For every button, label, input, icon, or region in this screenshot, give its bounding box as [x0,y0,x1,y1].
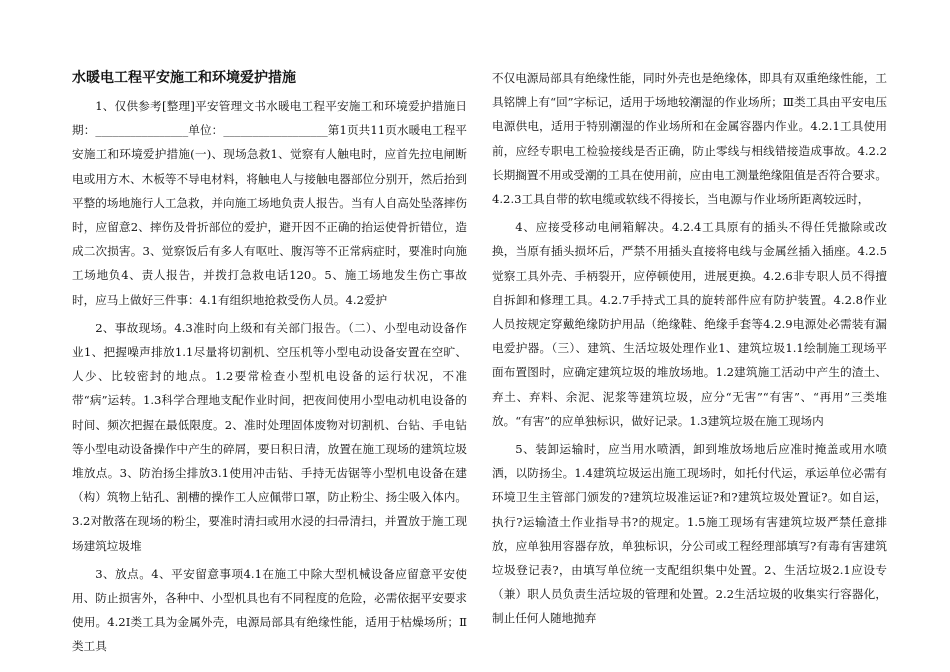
paragraph: 1、仅供参考[整理]平安管理文书水暖电工程平安施工和环境爱护措施日期：________________单位：__________________第1页共11页水暖电工程平安施工和环境爱护措施(一)、现场急救1、觉察有人触电时，应首先拉电闸断电或用方木、木板等不导电材料，将触电人与接触电器部位分别开，然后抬到平整的场地施行人工急救，并向施工场地负责人报告。当有人自高处坠落摔伤时，应留意2、摔伤及骨折部位的爱护，避开因不正确的抬运使骨折错位，造成二次损害。3、觉察饭后有多人有呕吐、腹泻等不正常病症时，要准时向施工场地负4、责人报告，并拨打急救电话120。5、施工场地发生伤亡事故时，应马上做好三件事：4.1有组织地抢救受伤人员。4.2爱护 [72,99,467,307]
paragraph: 不仅电源局部具有绝缘性能，同时外壳也是绝缘体，即具有双重绝缘性能，工具铭牌上有“回”字标记，适用于场地较潮湿的作业场所；Ⅲ类工具由平安电压电源供电，适用于特别潮湿的作业场所和在金属容器内作业。4.2.1工具使用前，应经专职电工检验接线是否正确，防止零线与相线错接造成事故。4.2.2长期搁置不用或受潮的工具在使用前，应由电工测量绝缘阻值是否符合要求。4.2.3工具自带的软电缆或软线不得接长，当电源与作业场所距离较远时， [492,71,887,207]
right-column [492,66,887,635]
document-title: 水暖电工程平安施工和环境爱护措施 [72,70,296,86]
paragraph: 5、装卸运输时，应当用水喷洒，卸到堆放场地后应准时掩盖或用水喷洒，以防扬尘。1.4建筑垃圾运出施工现场时，如托付代运，承运单位必需有环境卫生主管部门颁发的?建筑垃圾准运证?和?建筑垃圾处置证?。如自运，执行?运输渣土作业指导书?的规定。1.5施工现场有害建筑垃圾严禁任意排放，应单独用容器存放，单独标识，分公司或工程经理部填写?有毒有害建筑垃圾登记表?，由填写单位统一支配组织集中处置。2、生活垃圾2.1应设专（兼）职人员负责生活垃圾的管理和处置。2.2生活垃圾的收集实行容器化，制止任何人随地抛弃 [492,442,887,626]
paragraph: 4、应接受移动电闸箱解决。4.2.4工具原有的插头不得任凭撤除或改换，当原有插头损坏后，严禁不用插头直接将电线与金属丝插入插座。4.2.5觉察工具外壳、手柄裂开，应停顿使用，进展更换。4.2.6非专职人员不得擅自拆卸和修理工具。4.2.7手持式工具的旋转部件应有防护装置。4.2.8作业人员按规定穿戴绝缘防护用品（绝缘鞋、绝缘手套等4.2.9电源处必需装有漏电爱护器。（三）、建筑、生活垃圾处理作业1、建筑垃圾1.1绘制施工现场平面布置图时，应确定建筑垃圾的堆放场地。1.2建筑施工活动中产生的渣土、弃土、弃料、余泥、泥浆等建筑垃圾，应分“无害”“有害”、“再用”三类堆放。“有害”的应单独标识，做好记录。1.3建筑垃圾在施工现场内 [492,220,887,428]
left-column [72,66,467,663]
paragraph: 3、放点。4、平安留意事项4.1在施工中除大型机械设备应留意平安使用、防止损害外，各种中、小型机具也有不同程度的危险，必需依据平安要求使用。4.2Ⅰ类工具为金属外壳，电源局部具有绝缘性能，适用于枯燥场所；Ⅱ类工具 [72,566,467,654]
paragraph: 2、事故现场。4.3准时向上级和有关部门报告。（二）、小型电动设备作业1、把握噪声排放1.1尽量将切割机、空压机等小型电动设备安置在空旷、人少、比较密封的地点。1.2要常检查小型机电设备的运行状况，不准带“病”运转。1.3科学合理地支配作业时间，把夜间使用小型电动机电设备的时间、频次把握在最低限度。2、准时处理固体废物对切割机、台钻、手电钻等小型电动设备操作中产生的碎屑，要日积日清，放置在施工现场的建筑垃圾堆放点。3、防治扬尘排放3.1使用冲击钻、手持无齿锯等小型机电设备在建（构）筑物上钻孔、割槽的操作工人应佩带口罩，防止粉尘、扬尘吸入体内。3.2对散落在现场的粉尘，要准时清扫或用水浸的扫帚清扫，并置放于施工现场建筑垃圾堆 [72,320,467,553]
